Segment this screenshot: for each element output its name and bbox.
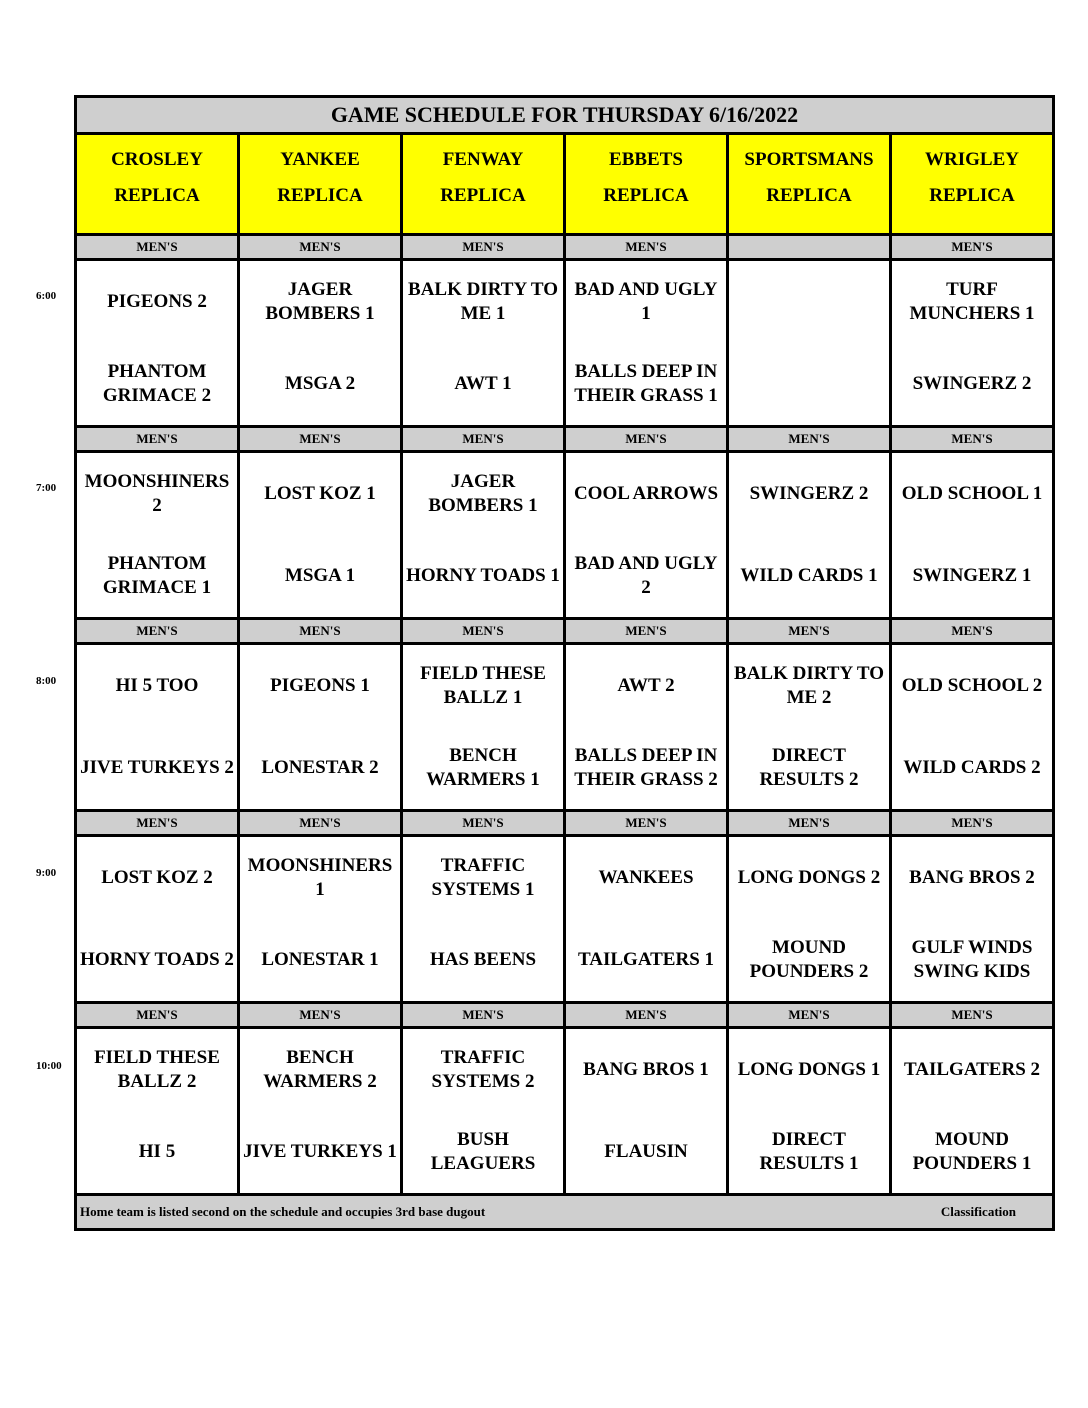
away-team: BANG BROS 1	[583, 1059, 709, 1080]
home-team: AWT 1	[454, 373, 512, 394]
division-label: MEN'S	[403, 620, 566, 642]
division-label: MEN'S	[566, 236, 729, 258]
away-team: MOONSHINERS 1	[247, 855, 393, 900]
game-cell	[729, 645, 892, 809]
home-team: BENCH WARMERS 1	[426, 745, 540, 790]
away-team: FIELD THESE BALLZ 2	[94, 1047, 220, 1092]
division-label: MEN'S	[77, 428, 240, 450]
division-label: MEN'S	[240, 812, 403, 834]
division-label	[729, 236, 892, 258]
home-team: WILD CARDS 1	[740, 565, 878, 586]
division-label: MEN'S	[892, 620, 1052, 642]
game-cell	[240, 453, 403, 617]
game-cell	[566, 645, 729, 809]
division-row	[77, 236, 1052, 261]
time-label: 7:00	[36, 482, 57, 494]
game-cell	[77, 1029, 240, 1193]
classification-label: Classification	[940, 1204, 1016, 1219]
venue-subtitle: REPLICA	[766, 185, 852, 206]
away-team: TAILGATERS 2	[903, 1059, 1041, 1080]
venue-subtitle: REPLICA	[603, 185, 689, 206]
game-cell	[403, 453, 566, 617]
division-label: MEN'S	[240, 428, 403, 450]
game-cell	[892, 261, 1052, 425]
venue-name: SPORTSMANS	[744, 149, 874, 170]
away-team: AWT 2	[617, 675, 675, 696]
division-row	[77, 812, 1052, 837]
venue-subtitle: REPLICA	[440, 185, 526, 206]
division-label: MEN'S	[77, 812, 240, 834]
home-team: TAILGATERS 1	[577, 949, 715, 970]
game-cell	[403, 645, 566, 809]
away-team: HI 5 TOO	[115, 675, 199, 696]
home-team: SWINGERZ 2	[912, 373, 1032, 394]
home-team: BUSH LEAGUERS	[430, 1129, 536, 1174]
schedule-table	[74, 95, 1055, 1231]
home-team: MSGA 1	[284, 565, 356, 586]
division-label: MEN'S	[403, 1004, 566, 1026]
away-team: TURF MUNCHERS 1	[909, 279, 1035, 324]
home-team: DIRECT RESULTS 2	[759, 745, 859, 790]
division-label: MEN'S	[77, 1004, 240, 1026]
game-cell	[240, 1029, 403, 1193]
home-team: BAD AND UGLY 2	[574, 553, 718, 598]
venue-header	[240, 135, 403, 233]
away-team: PIGEONS 1	[270, 675, 370, 696]
game-row	[77, 261, 1052, 428]
game-cell	[77, 261, 240, 425]
game-cell	[566, 837, 729, 1001]
home-team: DIRECT RESULTS 1	[759, 1129, 859, 1174]
game-cell	[77, 645, 240, 809]
venue-name: CROSLEY	[111, 149, 203, 170]
home-team: JIVE TURKEYS 2	[80, 757, 234, 778]
game-cell	[403, 837, 566, 1001]
division-label: MEN'S	[77, 236, 240, 258]
game-cell	[77, 837, 240, 1001]
away-team: JAGER BOMBERS 1	[265, 279, 375, 324]
division-label: MEN'S	[77, 620, 240, 642]
venue-subtitle: REPLICA	[929, 185, 1015, 206]
away-team: BENCH WARMERS 2	[263, 1047, 377, 1092]
home-team: BALLS DEEP IN THEIR GRASS 2	[574, 745, 718, 790]
home-team: MSGA 2	[284, 373, 356, 394]
game-cell	[566, 261, 729, 425]
away-team: BALK DIRTY TO ME 1	[408, 279, 558, 324]
division-label: MEN'S	[729, 1004, 892, 1026]
game-cell	[729, 453, 892, 617]
division-label: MEN'S	[403, 812, 566, 834]
venue-name: FENWAY	[442, 149, 524, 170]
home-team: MOUND POUNDERS 2	[749, 937, 869, 982]
game-cell	[892, 1029, 1052, 1193]
game-cell	[566, 453, 729, 617]
division-label: MEN'S	[566, 1004, 729, 1026]
venue-subtitle: REPLICA	[114, 185, 200, 206]
away-team: SWINGERZ 2	[749, 483, 869, 504]
venue-header-row	[77, 135, 1052, 236]
home-team: HI 5	[138, 1141, 176, 1162]
division-label: MEN'S	[566, 812, 729, 834]
time-column	[0, 0, 74, 1408]
division-label: MEN'S	[729, 812, 892, 834]
home-team: MOUND POUNDERS 1	[912, 1129, 1032, 1174]
home-team: PHANTOM GRIMACE 1	[102, 553, 212, 598]
game-cell	[240, 261, 403, 425]
division-label: MEN'S	[566, 428, 729, 450]
home-team: WILD CARDS 2	[903, 757, 1041, 778]
away-team: LOST KOZ 1	[264, 483, 376, 504]
home-team: LONESTAR 1	[261, 949, 379, 970]
game-cell	[77, 453, 240, 617]
game-cell	[892, 645, 1052, 809]
away-team: BALK DIRTY TO ME 2	[734, 663, 884, 708]
venue-subtitle: REPLICA	[277, 185, 363, 206]
division-label: MEN'S	[566, 620, 729, 642]
away-team: FIELD THESE BALLZ 1	[420, 663, 546, 708]
division-label: MEN'S	[892, 1004, 1052, 1026]
away-team: OLD SCHOOL 1	[901, 483, 1043, 504]
division-label: MEN'S	[403, 236, 566, 258]
away-team: TRAFFIC SYSTEMS 1	[431, 855, 535, 900]
time-label: 8:00	[36, 675, 57, 687]
away-team: BAD AND UGLY 1	[574, 279, 718, 324]
game-cell	[240, 837, 403, 1001]
game-cell	[403, 261, 566, 425]
game-row	[77, 645, 1052, 812]
venue-header	[77, 135, 240, 233]
division-label: MEN'S	[892, 236, 1052, 258]
division-label: MEN'S	[240, 1004, 403, 1026]
venue-name: YANKEE	[280, 149, 360, 170]
home-team	[729, 343, 889, 425]
game-cell	[729, 837, 892, 1001]
away-team: OLD SCHOOL 2	[901, 675, 1043, 696]
venue-header	[892, 135, 1052, 233]
division-label: MEN'S	[729, 620, 892, 642]
home-team: SWINGERZ 1	[912, 565, 1032, 586]
game-cell	[566, 1029, 729, 1193]
home-team: FLAUSIN	[604, 1141, 688, 1162]
venue-header	[403, 135, 566, 233]
division-row	[77, 428, 1052, 453]
home-team-note: Home team is listed second on the schedule and occupies 3rd base dugout	[80, 1204, 486, 1219]
away-team: LONG DONGS 1	[737, 1059, 881, 1080]
home-team: HORNY TOADS 1	[406, 565, 560, 586]
time-label: 10:00	[36, 1060, 62, 1072]
game-cell	[729, 261, 892, 425]
time-label: 9:00	[36, 867, 57, 879]
game-cell	[892, 837, 1052, 1001]
venue-name: EBBETS	[609, 149, 683, 170]
home-team: BALLS DEEP IN THEIR GRASS 1	[574, 361, 718, 406]
away-team: PIGEONS 2	[107, 291, 207, 312]
venue-header	[566, 135, 729, 233]
venue-name: WRIGLEY	[925, 149, 1019, 170]
time-label: 6:00	[36, 290, 57, 302]
game-cell	[892, 453, 1052, 617]
division-row	[77, 1004, 1052, 1029]
away-team	[729, 261, 889, 343]
away-team: COOL ARROWS	[573, 483, 719, 504]
home-team: LONESTAR 2	[261, 757, 379, 778]
home-team: GULF WINDS SWING KIDS	[911, 937, 1033, 982]
home-team: PHANTOM GRIMACE 2	[102, 361, 212, 406]
game-cell	[403, 1029, 566, 1193]
footer-bar	[77, 1196, 1052, 1228]
game-cell	[729, 1029, 892, 1193]
division-label: MEN'S	[892, 812, 1052, 834]
home-team: HORNY TOADS 2	[80, 949, 234, 970]
division-row	[77, 620, 1052, 645]
away-team: MOONSHINERS 2	[84, 471, 230, 516]
away-team: WANKEES	[598, 867, 694, 888]
division-label: MEN'S	[729, 428, 892, 450]
away-team: TRAFFIC SYSTEMS 2	[431, 1047, 535, 1092]
division-label: MEN'S	[240, 236, 403, 258]
game-cell	[240, 645, 403, 809]
away-team: LOST KOZ 2	[101, 867, 213, 888]
away-team: JAGER BOMBERS 1	[428, 471, 538, 516]
division-label: MEN'S	[892, 428, 1052, 450]
game-row	[77, 453, 1052, 620]
home-team: HAS BEENS	[429, 949, 537, 970]
schedule-title: GAME SCHEDULE FOR THURSDAY 6/16/2022	[77, 98, 1052, 135]
game-row	[77, 1029, 1052, 1196]
venue-header	[729, 135, 892, 233]
division-label: MEN'S	[240, 620, 403, 642]
away-team: BANG BROS 2	[909, 867, 1035, 888]
game-row	[77, 837, 1052, 1004]
home-team: JIVE TURKEYS 1	[243, 1141, 397, 1162]
division-label: MEN'S	[403, 428, 566, 450]
away-team: LONG DONGS 2	[737, 867, 881, 888]
